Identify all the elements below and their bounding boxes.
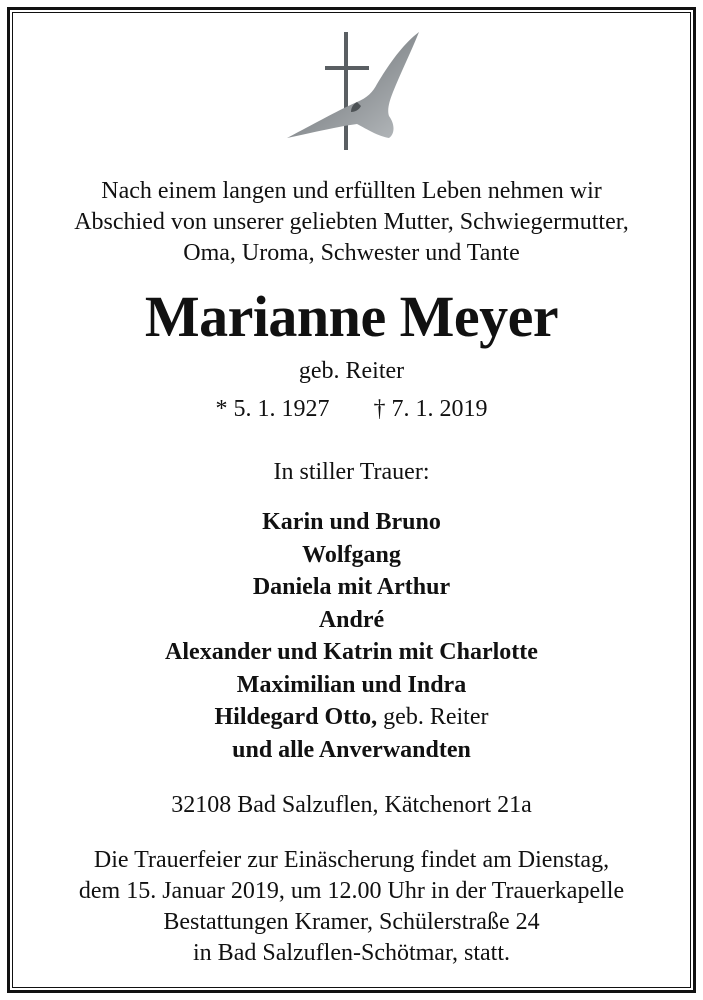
bird-shape	[287, 32, 419, 138]
mourner-hildegard-name: Hildegard Otto,	[214, 704, 378, 730]
birth-date: * 5. 1. 1927	[215, 396, 330, 422]
cross-with-bird-icon	[285, 28, 425, 152]
maiden-name: geb. Reiter	[298, 358, 405, 384]
life-dates	[0, 394, 703, 424]
mourners-closing: und alle Anverwandten	[232, 736, 471, 763]
ceremony-text	[0, 845, 703, 969]
mourning-label: In stiller Trauer:	[273, 459, 430, 485]
ceremony-line: Bestattungen Kramer, Schülerstraße 24	[163, 909, 540, 935]
cross-vertical	[344, 32, 348, 150]
mourner: Wolfgang	[302, 541, 401, 568]
ceremony-line: dem 15. Januar 2019, um 12.00 Uhr in der Trauerkapelle	[78, 878, 625, 904]
mourner-hildegard-suffix: geb. Reiter	[377, 704, 489, 730]
mourner: Maximilian und Indra	[236, 671, 467, 698]
intro-text	[0, 176, 703, 269]
mourner-hildegard	[0, 701, 703, 734]
intro-line: Oma, Uroma, Schwester und Tante	[183, 240, 520, 266]
mourner: Karin und Bruno	[262, 509, 441, 535]
mourner: André	[318, 606, 385, 633]
mourners-list	[0, 506, 703, 766]
intro-line: Nach einem langen und erfüllten Leben nehmen wir	[101, 178, 602, 204]
intro-line: Abschied von unserer geliebten Mutter, Schwiegermutter,	[74, 209, 629, 235]
mourner: Daniela mit Arthur	[252, 574, 451, 600]
ceremony-line: Die Trauerfeier zur Einäscherung findet am Dienstag,	[93, 847, 610, 873]
address: 32108 Bad Salzuflen, Kätchenort 21a	[171, 792, 532, 818]
cross-horizontal	[325, 66, 369, 70]
death-date: † 7. 1. 2019	[373, 396, 488, 422]
inner-border	[12, 12, 691, 988]
mourner: Alexander und Katrin mit Charlotte	[165, 639, 538, 665]
ceremony-line: in Bad Salzuflen-Schötmar, statt.	[193, 940, 510, 966]
deceased-name: Marianne Meyer	[144, 284, 559, 349]
